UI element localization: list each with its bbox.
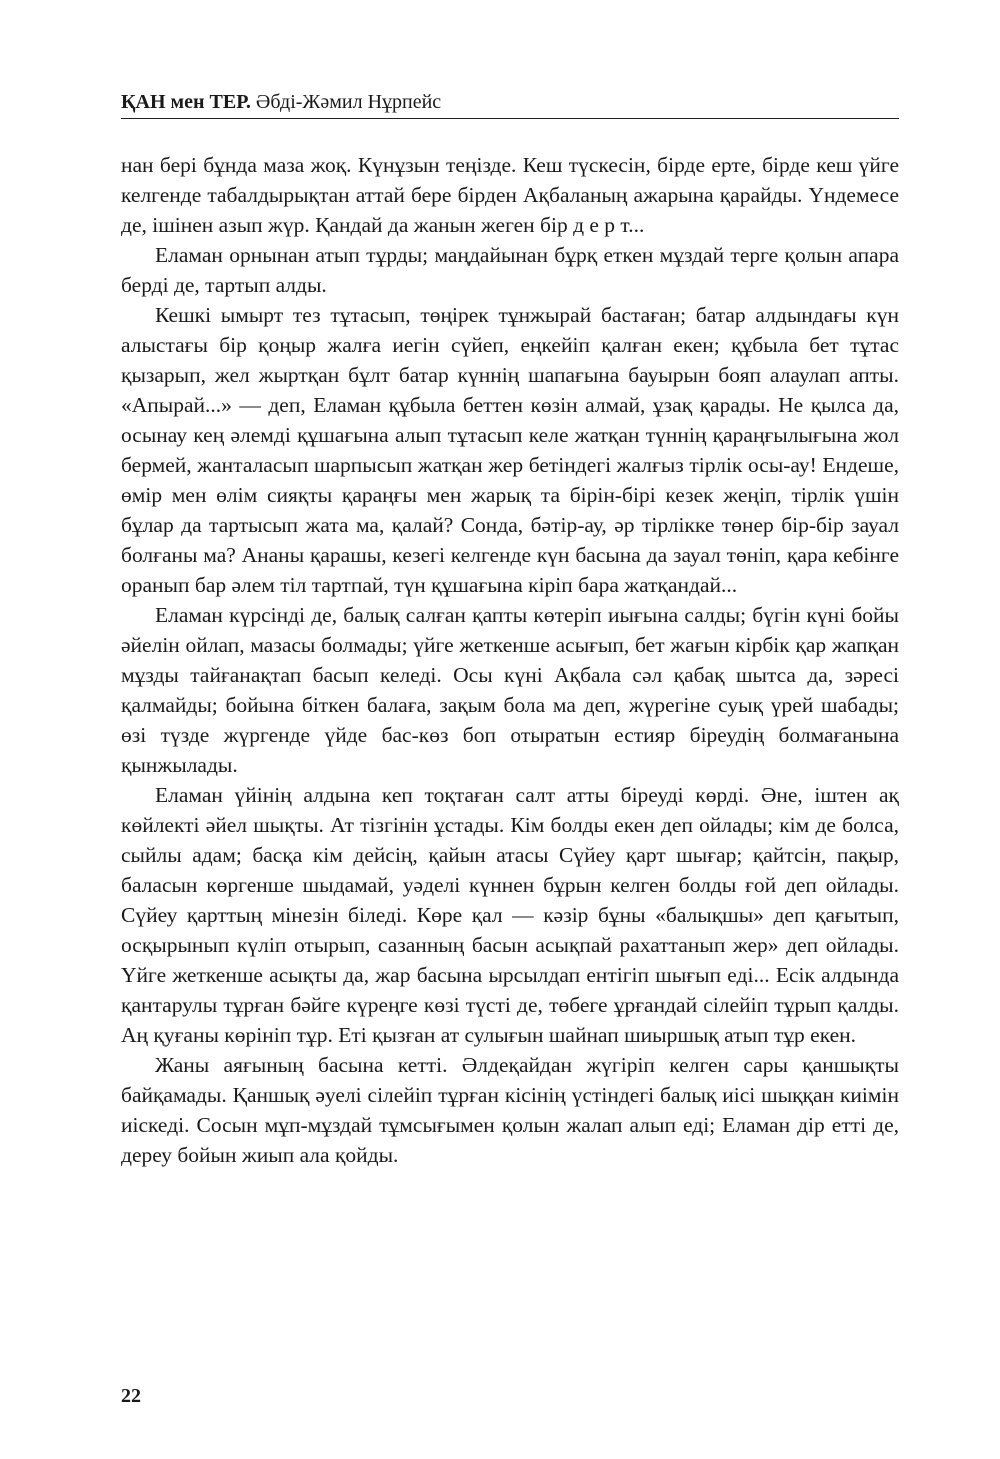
book-title: ҚАН мен ТЕР. bbox=[121, 91, 251, 113]
body-text bbox=[121, 150, 899, 1170]
running-header bbox=[121, 88, 899, 119]
author-name: Әбді-Жәмил Нұрпейс bbox=[255, 91, 442, 113]
paragraph: Еламан үйінің алдына кеп тоқтаған салт атты біреуді көрді. Әне, іштен ақ көйлекті әйел шықты. Ат тізгінін ұстады. Кім болды екен деп ойлады; кім де болса, сыйлы адам; басқа кім дейсің, қайын атасы Сүйеу қарт шығар; қайтсін, пақыр, баласын көргенше шыдамай, уәделі күннен бұрын келген болды ғой деп ойлады. Сүйеу қарттың мінезін біледі. Көре қал — кәзір бұны «балықшы» деп қағытып, осқырынып күліп отырып, сазанның басын асықпай рахаттанып жер» деп ойлады. Үйге жеткенше асықты да, жар басына ырсылдап ентігіп шығып еді... Есік алдында қантарулы тұрған бәйге күреңге көзі түсті де, төбеге ұрғандай сілейіп тұрып қалды. Аң қуғаны көрініп тұр. Еті қызған ат сулығын шайнап шиыршық атып тұр екен. bbox=[121, 783, 899, 1047]
paragraph: Кешкі ымырт тез тұтасып, төңірек тұнжырай бастаған; батар алдындағы күн алыстағы бір қоңыр жалға иегін сүйеп, еңкейіп қалған екен; құбыла бет тұтас қызарып, жел жыртқан бұлт батар күннің шапағына бауырын бояп алаулап апты. «Апырай...» — деп, Еламан құбыла беттен көзін алмай, ұзақ қарады. Не қылса да, осынау кең әлемді құшағына алып тұтасып келе жатқан түннің қараңғылығына жол бермей, жанталасып шарпысып жатқан жер бетіндегі жалғыз тірлік осы-ау! Ендеше, өмір мен өлім сияқты қараңғы мен жарық та бірін-бірі кезек жеңіп, тірлік үшін бұлар да тартысып жата ма, қалай? Сонда, бәтір-ау, әр тірлікке төнер бір-бір зауал болғаны ма? Ананы қарашы, кезегі келгенде күн басына да зауал төніп, қара кебінге оранып бар әлем тіл тартпай, түн құшағына кіріп бара жатқандай... bbox=[121, 303, 899, 597]
paragraph: Еламан орнынан атып тұрды; маңдайынан бұрқ еткен мұздай терге қолын апара берді де, тартып алды. bbox=[121, 243, 899, 297]
paragraph: нан бері бұнда маза жоқ. Күнұзын теңізде. Кеш түскесін, бірде ерте, бірде кеш үйге келгенде табалдырықтан аттай бере бірден Ақбаланың ажарына қарайды. Үндемесе де, ішінен азып жүр. Қандай да жанын жеген бір д е р т... bbox=[121, 153, 899, 237]
paragraph: Жаны аяғының басына кетті. Әлдеқайдан жүгіріп келген сары қаншықты байқамады. Қаншық әуелі сілейіп тұрған кісінің үстіндегі балық иісі шыққан киімін иіскеді. Сосын мұп-мұздай тұмсығымен қолын жалап алып еді; Еламан дір етті де, дереу бойын жиып ала қойды. bbox=[121, 1053, 899, 1167]
paragraph: Еламан күрсінді де, балық салған қапты көтеріп иығына салды; бүгін күні бойы әйелін ойлап, мазасы болмады; үйге жеткенше асығып, бет жағын кірбік қар жапқан мұзды тайғанақтап басып келеді. Осы күні Ақбала сәл қабақ шытса да, зәресі қалмайды; бойына біткен балаға, зақым бола ма деп, жүрегіне суық үрей шабады; өзі түзде жүргенде үйде бас-көз боп отыратын естияр біреудің болмағанына қынжылады. bbox=[121, 603, 899, 777]
page-number: 22 bbox=[121, 1385, 141, 1407]
